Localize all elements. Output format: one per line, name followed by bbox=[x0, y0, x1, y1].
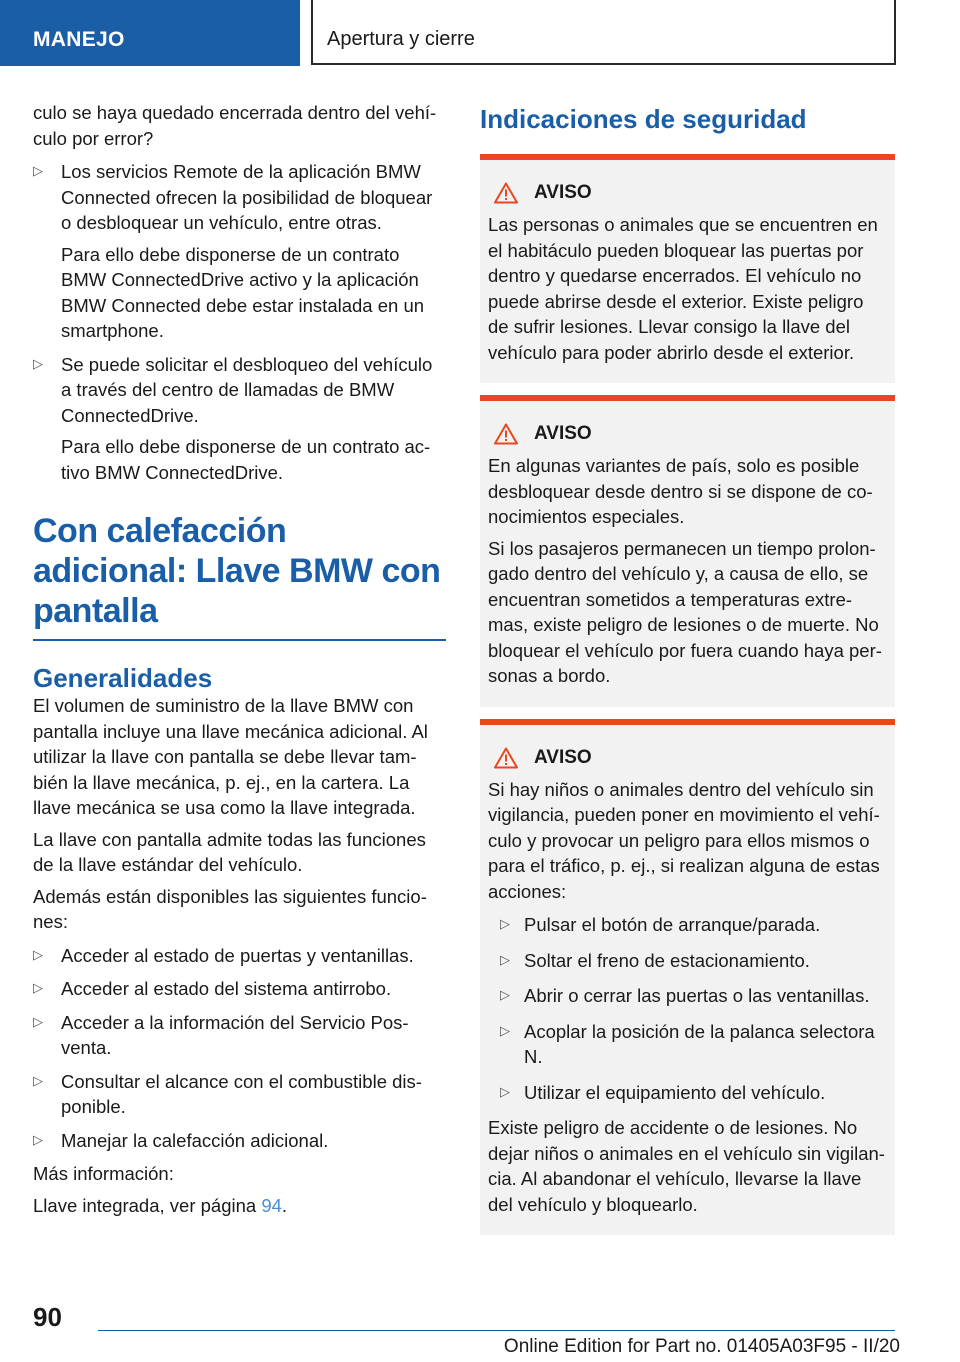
warning-text: Las personas o animales que se encuentren en el habitáculo pueden bloquear las puertas por dentro y quedarse encerrados. El vehículo no puede abrirse desde el exterior. Existe peligro de sufrir lesiones. Llevar consigo la llave del vehículo para poder abrirlo desde el exterior. bbox=[488, 214, 878, 363]
warning-box bbox=[480, 154, 895, 383]
triangle-bullet-icon: ▷ bbox=[33, 946, 43, 962]
triangle-bullet-icon: ▷ bbox=[500, 951, 510, 967]
list-item bbox=[33, 1128, 446, 1154]
page-number: 90 bbox=[33, 1302, 62, 1332]
cross-reference bbox=[33, 1193, 446, 1219]
warning-box bbox=[480, 719, 895, 1236]
warning-header bbox=[488, 182, 887, 204]
safety-title: Indicaciones de seguridad bbox=[480, 104, 807, 134]
list-item-text: Se puede solicitar el desbloqueo del vehículo a través del centro de llamadas de BMW ConnectedDrive. bbox=[61, 353, 433, 426]
list-item bbox=[488, 983, 887, 1009]
list-item bbox=[33, 159, 446, 344]
footer-divider bbox=[98, 1330, 895, 1331]
paragraph: El volumen de suministro de la llave BMW con pantalla incluye una llave mecánica adicional. Al utilizar la llave con pantalla se debe llevar tam-bién la llave mecánica, p. ej., en la cartera. La llave mecánica se usa como la llave integrada. bbox=[33, 695, 428, 818]
warning-triangle-icon bbox=[494, 423, 518, 445]
triangle-bullet-icon: ▷ bbox=[33, 355, 43, 371]
triangle-bullet-icon: ▷ bbox=[33, 980, 43, 995]
warning-triangle-icon bbox=[494, 747, 518, 769]
list-item-text: Abrir o cerrar las puertas o las ventanillas. bbox=[524, 985, 870, 1006]
list-item-subtext: Para ello debe disponerse de un contrato ac-tivo BMW ConnectedDrive. bbox=[61, 436, 431, 483]
warning-box bbox=[480, 395, 895, 707]
list-item-text: Acceder al estado de puertas y ventanillas. bbox=[61, 944, 414, 966]
warning-label: AVISO bbox=[534, 423, 592, 444]
page-header bbox=[0, 0, 960, 66]
reference-end: . bbox=[281, 1194, 288, 1216]
warning-label: AVISO bbox=[534, 746, 592, 768]
triangle-bullet-icon: ▷ bbox=[500, 1022, 510, 1038]
intro-text: culo se haya quedado encerrada dentro del vehí-culo por error? bbox=[33, 102, 437, 149]
list-item-text: Acceder a la información del Servicio Pos-venta. bbox=[61, 1011, 409, 1058]
edition-text: Online Edition for Part no. 01405A03F95 - II/20 bbox=[503, 1336, 900, 1357]
list-item bbox=[33, 1069, 446, 1120]
list-item bbox=[488, 948, 887, 974]
heading-divider bbox=[33, 639, 446, 641]
more-info-label: Más información: bbox=[33, 1163, 174, 1184]
list-item-text: Consultar el alcance con el combustible dis-ponible. bbox=[61, 1070, 422, 1117]
list-item-text: Soltar el freno de estacionamiento. bbox=[524, 949, 810, 971]
list-item-text: Acceder al estado del sistema antirrobo. bbox=[61, 978, 392, 999]
list-item bbox=[488, 912, 887, 938]
section-heading: Con calefacción adicional: Llave BMW con pantalla bbox=[33, 512, 441, 630]
warning-header bbox=[488, 423, 887, 445]
triangle-bullet-icon: ▷ bbox=[500, 916, 510, 931]
list-item bbox=[33, 352, 446, 486]
list-item-text: Los servicios Remote de la aplicación BMW Connected ofrecen la posibilidad de bloquear o desbloquear un vehículo, entre otras. bbox=[61, 161, 433, 233]
list-item bbox=[33, 976, 446, 1002]
page-reference-link[interactable]: 94 bbox=[261, 1194, 282, 1216]
subsection-heading: Generalidades bbox=[33, 663, 213, 693]
right-column bbox=[480, 100, 895, 1247]
warning-text: Si los pasajeros permanecen un tiempo prolon-gado dentro del vehículo y, a causa de ello, se encuentran sometidos a temperaturas extre-mas, existe peligro de lesiones o de muerte. No bloquear el vehículo por fuera cuando haya per-sonas a bordo. bbox=[488, 537, 882, 686]
list-item-subtext: Para ello debe disponerse de un contrato BMW ConnectedDrive activo y la aplicación BMW Connected debe estar instalada en un smartphone. bbox=[61, 243, 425, 341]
list-item-text: Pulsar el botón de arranque/parada. bbox=[524, 914, 821, 935]
warning-header bbox=[488, 747, 887, 769]
list-item-text: Utilizar el equipamiento del vehículo. bbox=[524, 1081, 826, 1103]
triangle-bullet-icon: ▷ bbox=[33, 1013, 43, 1029]
paragraph: La llave con pantalla admite todas las funciones de la llave estándar del vehículo. bbox=[33, 828, 426, 875]
list-item bbox=[488, 1080, 887, 1106]
chapter-tab: Apertura y cierre bbox=[311, 0, 896, 65]
list-item bbox=[33, 943, 446, 969]
warning-text: En algunas variantes de país, solo es posible desbloquear desde dentro si se dispone de co-nocimientos especiales. bbox=[488, 455, 873, 527]
list-item-text: Acoplar la posición de la palanca selectora N. bbox=[524, 1020, 875, 1067]
list-item bbox=[488, 1019, 887, 1070]
triangle-bullet-icon: ▷ bbox=[33, 1131, 43, 1147]
warning-text: Si hay niños o animales dentro del vehículo sin vigilancia, pueden poner en movimiento el vehí-culo y provocar un peligro para ellos mismos o para el tráfico, p. ej., si realizan alguna de estas acciones: bbox=[488, 778, 880, 902]
warning-text: Existe peligro de accidente o de lesiones. No dejar niños o animales en el vehículo sin vigilan-cia. Al abandonar el vehículo, llevarse la llave del vehículo y bloquearlo. bbox=[488, 1117, 885, 1215]
warning-label: AVISO bbox=[534, 182, 592, 203]
triangle-bullet-icon: ▷ bbox=[33, 1072, 43, 1088]
section-tab: MANEJO bbox=[0, 0, 300, 66]
list-item-text: Manejar la calefacción adicional. bbox=[61, 1129, 329, 1151]
reference-text: Llave integrada, ver página bbox=[33, 1194, 262, 1216]
triangle-bullet-icon: ▷ bbox=[33, 163, 43, 178]
triangle-bullet-icon: ▷ bbox=[500, 1083, 510, 1099]
triangle-bullet-icon: ▷ bbox=[500, 987, 510, 1002]
list-item bbox=[33, 1010, 446, 1061]
paragraph: Además están disponibles las siguientes funcio-nes: bbox=[33, 885, 427, 932]
remote-options-list bbox=[33, 159, 446, 485]
left-column bbox=[33, 100, 446, 1224]
actions-list bbox=[488, 912, 887, 1105]
warning-triangle-icon bbox=[494, 182, 518, 204]
functions-list bbox=[33, 943, 446, 1154]
